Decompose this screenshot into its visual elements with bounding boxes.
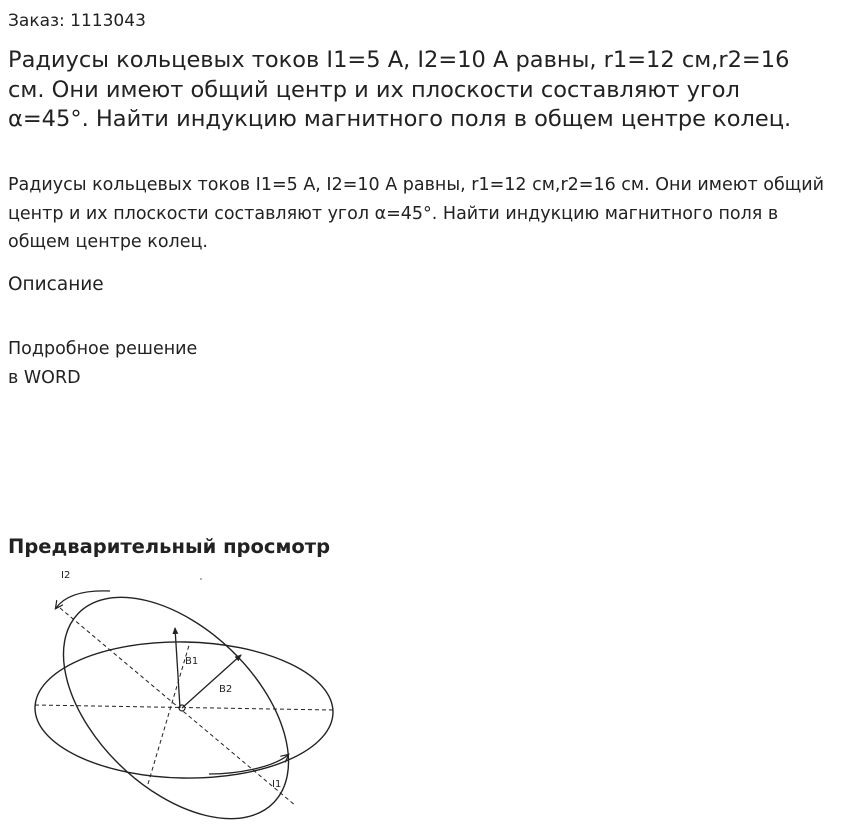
solution-info <box>8 335 197 393</box>
ring-2-diameter <box>60 608 296 806</box>
problem-description: Радиусы кольцевых токов I1=5 А, I2=10 А равны, r1=12 см,r2=16 см. Они имеют общий центр и их плоскости составляют угол α=45°. Найти индукцию магнитного поля в общем центре колец. <box>8 175 824 252</box>
preview-heading: Предварительный просмотр <box>8 535 331 558</box>
order-number: Заказ: 1113043 <box>8 11 146 31</box>
b1-vector <box>175 628 180 708</box>
stray-dot <box>200 578 202 580</box>
ring-2 <box>24 562 329 830</box>
solution-line-2: в WORD <box>8 368 81 388</box>
preview-figure <box>24 562 344 830</box>
label-b2: B2 <box>219 684 233 695</box>
ring-1-vertical-diameter <box>148 642 190 784</box>
label-i1: I1 <box>272 779 282 790</box>
rings-diagram <box>24 562 344 830</box>
label-i2: I2 <box>61 570 71 581</box>
problem-title: Радиусы кольцевых токов I1=5 А, I2=10 А равны, r1=12 см,r2=16 см. Они имеют общий центр и их плоскости составляют угол α=45°. Найти индукцию магнитного поля в общем центре колец. <box>8 47 792 132</box>
description-heading: Описание <box>8 274 104 295</box>
label-b1: B1 <box>185 656 199 667</box>
solution-line-1: Подробное решение <box>8 339 198 359</box>
